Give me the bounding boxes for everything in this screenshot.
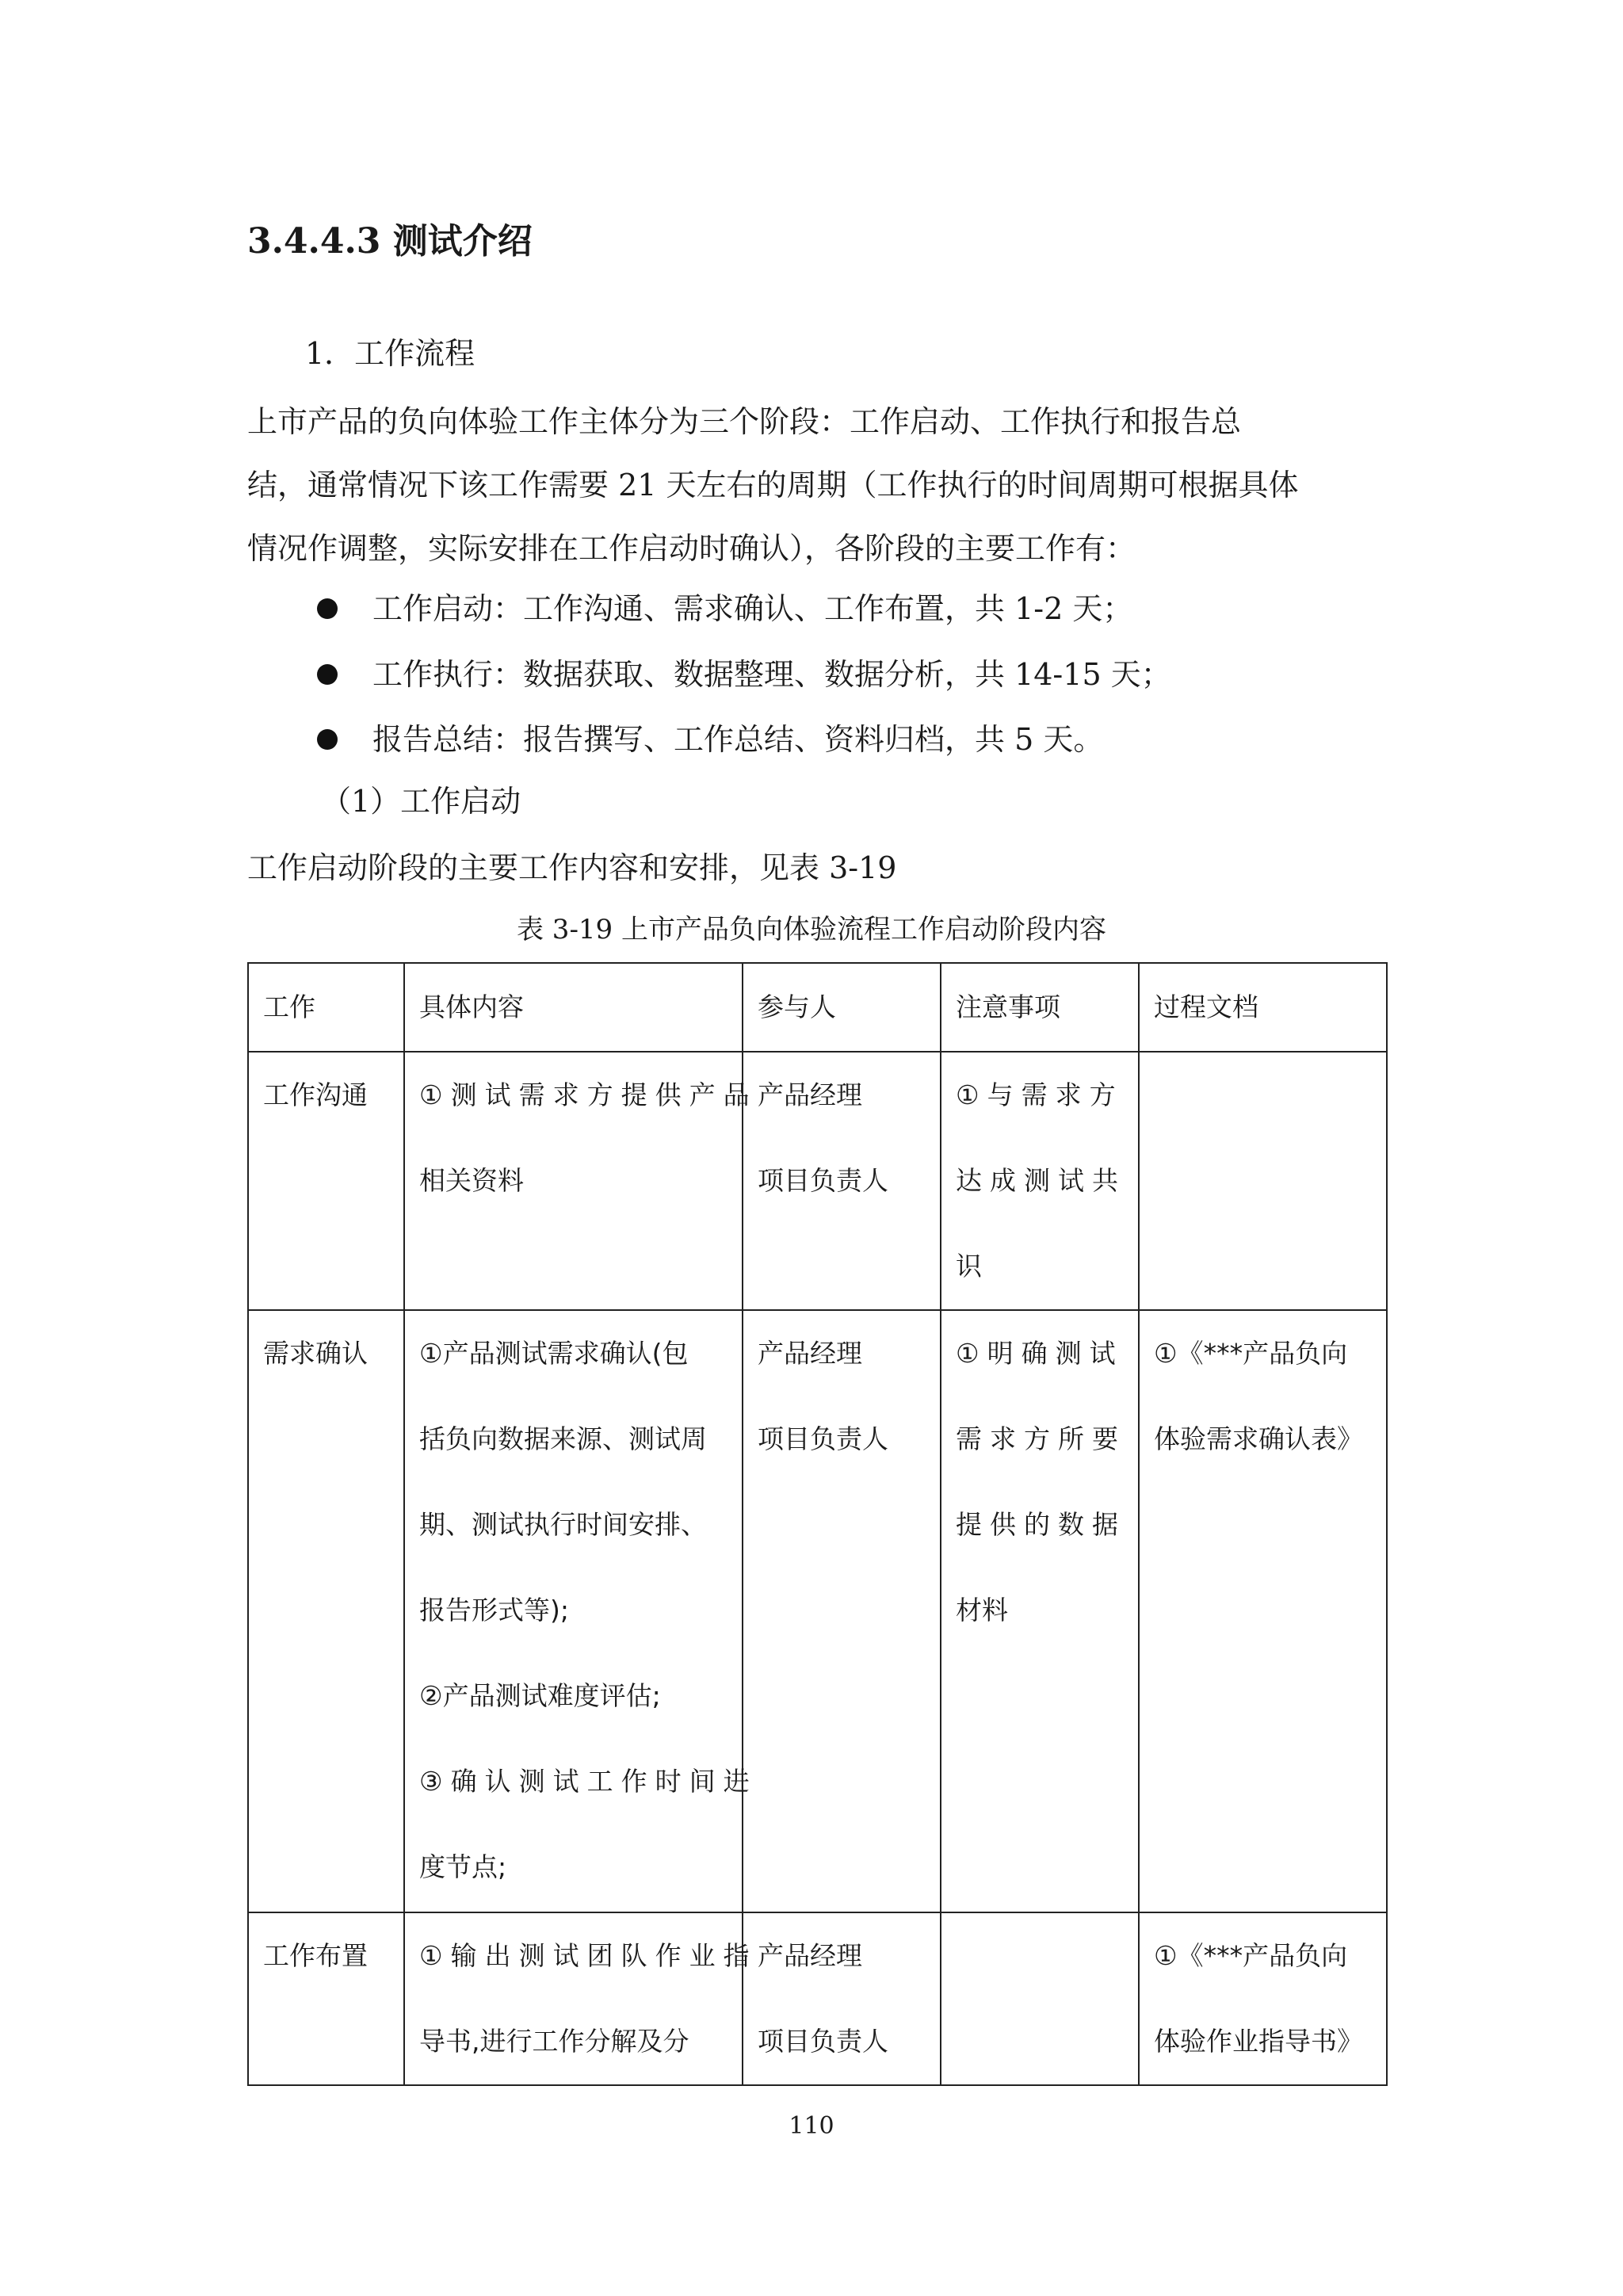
cell-text: 项目负责人	[758, 1423, 888, 1454]
table-cell-work	[248, 1912, 404, 2085]
cell-text: 相关资料	[419, 1165, 524, 1196]
table-header-cell: 注意事项	[941, 963, 1139, 1052]
bullet-item-startup: 工作启动：工作沟通、需求确认、工作布置，共 1-2 天；	[372, 591, 1133, 626]
section-title: 3.4.4.3 测试介绍	[247, 221, 533, 262]
table-cell-work	[248, 1310, 404, 1912]
page-number: 110	[789, 2112, 834, 2140]
cell-text: ①输出测试团队作业指	[419, 1940, 758, 1971]
intro-line-2: 结，通常情况下该工作需要 21 天左右的周期（工作执行的时间周期可根据具体	[247, 468, 1299, 502]
cell-text: ①与需求方	[956, 1079, 1124, 1110]
workflow-heading: 1．工作流程	[305, 336, 475, 371]
bullet-item-report: 报告总结：报告撰写、工作总结、资料归档，共 5 天。	[372, 722, 1104, 757]
table-row	[248, 1052, 1387, 1310]
cell-text: 体验需求确认表》	[1154, 1423, 1363, 1454]
cell-text: ①《***产品负向	[1154, 1940, 1348, 1971]
cell-text: 导书,进行工作分解及分	[419, 2026, 689, 2057]
table-cell-notes	[941, 1310, 1139, 1912]
startup-stage-table	[247, 962, 1388, 2086]
cell-text: 度节点;	[419, 1851, 507, 1882]
cell-text: 括负向数据来源、测试周	[419, 1423, 707, 1454]
intro-line-1: 上市产品的负向体验工作主体分为三个阶段：工作启动、工作执行和报告总	[247, 404, 1242, 439]
table-cell-content	[404, 1310, 758, 1912]
table-header-row	[248, 963, 1387, 1052]
cell-text: 产品经理	[758, 1079, 862, 1110]
table-cell-participants	[743, 1052, 941, 1310]
cell-text: ①产品测试需求确认(包	[419, 1338, 689, 1369]
cell-text: ①测试需求方提供产品	[419, 1079, 758, 1110]
cell-text: 提供的数据	[956, 1509, 1126, 1540]
sub-intro-text: 工作启动阶段的主要工作内容和安排，见表 3-19	[247, 850, 897, 885]
cell-text: 材料	[956, 1595, 1008, 1626]
cell-text: 需求方所要	[956, 1423, 1126, 1454]
table-cell-docs	[1139, 1912, 1387, 2085]
cell-text: 期、测试执行时间安排、	[419, 1509, 707, 1540]
sub-heading-startup: （1）工作启动	[321, 784, 521, 819]
cell-text: 工作沟通	[263, 1079, 368, 1110]
table-cell-notes	[941, 1052, 1139, 1310]
cell-text: ①《***产品负向	[1154, 1338, 1348, 1369]
table-cell-work	[248, 1052, 404, 1310]
cell-text: 工作布置	[263, 1940, 368, 1971]
bullet-dot-icon	[317, 729, 338, 750]
table-header-cell: 具体内容	[404, 963, 743, 1052]
cell-text: 需求确认	[263, 1338, 368, 1369]
table-cell-content	[404, 1912, 758, 2085]
cell-text: 产品经理	[758, 1940, 862, 1971]
intro-line-3: 情况作调整，实际安排在工作启动时确认），各阶段的主要工作有：	[247, 531, 1136, 566]
cell-text: ③确认测试工作时间进	[419, 1766, 758, 1797]
cell-text: 产品经理	[758, 1338, 862, 1369]
table-cell-docs	[1139, 1052, 1387, 1310]
table-cell-participants	[743, 1912, 941, 2085]
table-cell-participants	[743, 1310, 941, 1912]
cell-text: 项目负责人	[758, 1165, 888, 1196]
cell-text: 达成测试共	[956, 1165, 1126, 1196]
cell-text: 体验作业指导书》	[1154, 2026, 1363, 2057]
cell-text: ①明确测试	[956, 1338, 1124, 1369]
cell-text: 识	[956, 1251, 982, 1282]
bullet-item-execution: 工作执行：数据获取、数据整理、数据分析，共 14-15 天；	[372, 657, 1171, 692]
table-header-cell: 参与人	[743, 963, 941, 1052]
table-cell-content	[404, 1052, 758, 1310]
table-row	[248, 1912, 1387, 2085]
cell-text: ②产品测试难度评估;	[419, 1680, 661, 1711]
table-cell-notes	[941, 1912, 1139, 2085]
table-caption: 表 3-19 上市产品负向体验流程工作启动阶段内容	[517, 914, 1106, 946]
cell-text: 项目负责人	[758, 2026, 888, 2057]
table-header-cell: 过程文档	[1139, 963, 1387, 1052]
table-cell-docs	[1139, 1310, 1387, 1912]
bullet-dot-icon	[317, 598, 338, 619]
cell-text: 报告形式等);	[419, 1595, 569, 1626]
bullet-dot-icon	[317, 664, 338, 685]
table-row	[248, 1310, 1387, 1912]
table-header-cell: 工作	[248, 963, 404, 1052]
